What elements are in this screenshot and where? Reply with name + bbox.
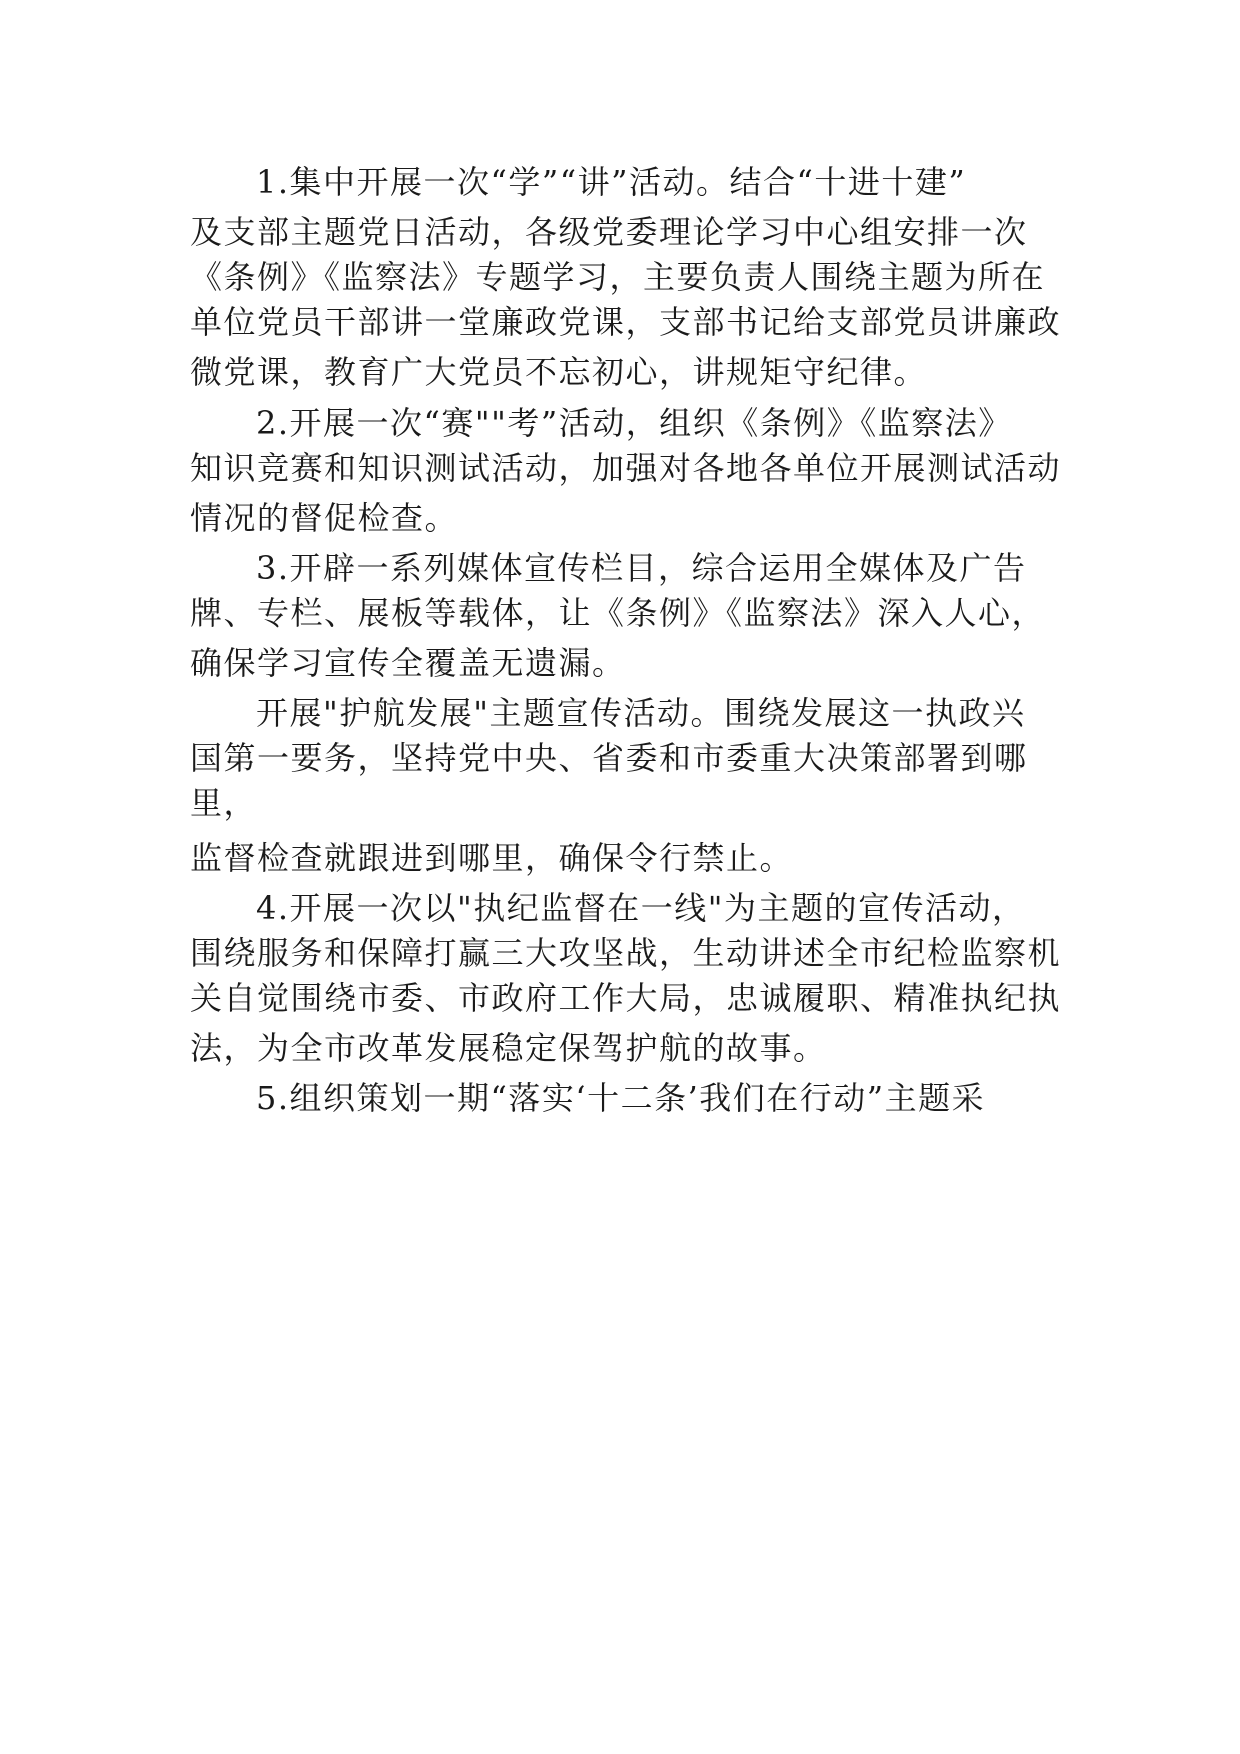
paragraph-7-line-1: 5.组织策划一期“落实‘十二条’我们在行动”主题采: [256, 1079, 986, 1117]
paragraph-1-line-4: 单位党员干部讲一堂廉政党课，支部书记给支部党员讲廉政: [190, 303, 1062, 341]
paragraph-1-line-3: 《条例》《监察法》专题学习，主要负责人围绕主题为所在: [190, 258, 1046, 296]
paragraph-4-line-2: 国第一要务，坚持党中央、省委和市委重大决策部署到哪: [190, 739, 1028, 777]
paragraph-3-line-3: 确保学习宣传全覆盖无遗漏。: [190, 644, 626, 682]
paragraph-4-line-3: 里，: [190, 784, 258, 822]
paragraph-6-line-1: 4.开展一次以"执纪监督在一线"为主题的宣传活动，: [256, 889, 1026, 927]
paragraph-1-line-1: 1.集中开展一次“学”“讲”活动。结合“十进十建”: [256, 163, 967, 201]
paragraph-3-line-2: 牌、专栏、展板等载体，让《条例》《监察法》深入人心，: [190, 594, 1046, 632]
paragraph-2-line-2: 知识竞赛和知识测试活动，加强对各地各单位开展测试活动: [190, 449, 1062, 487]
paragraph-4-line-1: 开展"护航发展"主题宣传活动。围绕发展这一执政兴: [256, 694, 1026, 732]
paragraph-1-line-5: 微党课，教育广大党员不忘初心，讲规矩守纪律。: [190, 353, 928, 391]
paragraph-6-line-3: 关自觉围绕市委、市政府工作大局，忠诚履职、精准执纪执: [190, 979, 1062, 1017]
paragraph-5-line-1: 监督检查就跟进到哪里，确保令行禁止。: [190, 839, 794, 877]
paragraph-3-line-1: 3.开辟一系列媒体宣传栏目，综合运用全媒体及广告: [256, 549, 1027, 587]
paragraph-6-line-2: 围绕服务和保障打赢三大攻坚战，生动讲述全市纪检监察机: [190, 934, 1062, 972]
paragraph-2-line-1: 2.开展一次“赛""考”活动，组织《条例》《监察法》: [256, 404, 1012, 442]
paragraph-2-line-3: 情况的督促检查。: [190, 499, 459, 537]
paragraph-1-line-2: 及支部主题党日活动，各级党委理论学习中心组安排一次: [190, 213, 1028, 251]
paragraph-6-line-4: 法，为全市改革发展稳定保驾护航的故事。: [190, 1029, 827, 1067]
